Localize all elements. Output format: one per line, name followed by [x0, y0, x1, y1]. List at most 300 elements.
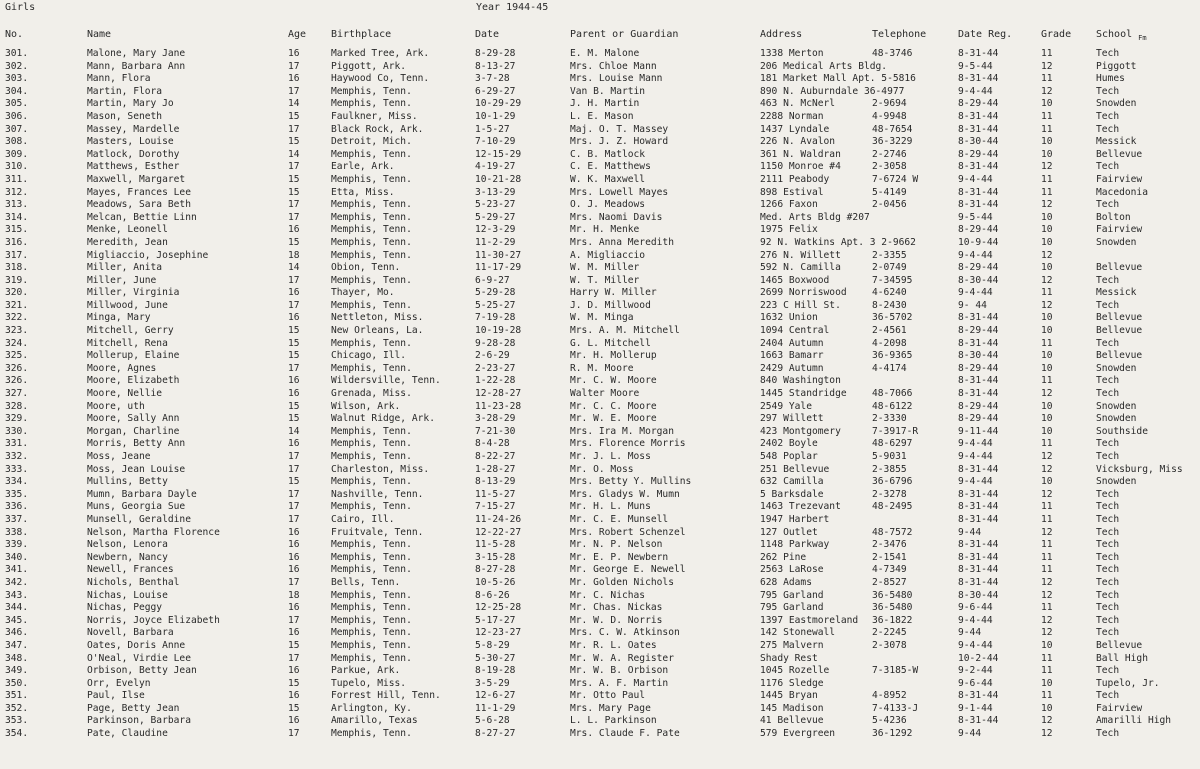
table-row	[0, 199, 1200, 212]
table-row	[0, 715, 1200, 728]
student-telephone: 48-3746	[872, 48, 913, 59]
student-telephone: 2-2245	[872, 627, 907, 639]
student-grade: 11	[1041, 539, 1053, 551]
row-number: 318.	[5, 262, 29, 274]
student-birthplace: Arlington, Ky.	[331, 702, 412, 714]
student-age: 17	[288, 274, 300, 286]
row-number: 354.	[5, 728, 29, 740]
student-telephone: 5-9031	[872, 451, 907, 462]
student-name: Mann, Barbara Ann	[87, 60, 186, 72]
birth-date: 11-30-27	[475, 249, 522, 261]
student-grade: 11	[1041, 501, 1053, 513]
birth-date: 9-28-28	[475, 337, 516, 349]
student-address: 226 N. Avalon	[760, 136, 836, 148]
date-registered: 9-44	[958, 526, 982, 538]
student-grade: 12	[1041, 161, 1053, 173]
header-grade: Grade	[1041, 29, 1072, 40]
birth-date: 10-29-29	[475, 98, 522, 110]
student-birthplace: Memphis, Tenn.	[331, 652, 412, 664]
parent-guardian: Mr. N. P. Nelson	[570, 539, 663, 551]
student-telephone: 2-8527	[872, 576, 907, 588]
birth-date: 8-13-27	[475, 60, 516, 72]
table-row	[0, 312, 1200, 325]
student-birthplace: Memphis, Tenn.	[331, 173, 412, 185]
table-row	[0, 690, 1200, 703]
parent-guardian: Mrs. A. F. Martin	[570, 677, 669, 689]
previous-school: Tech	[1096, 665, 1120, 677]
student-address: 2404 Autumn	[760, 337, 824, 349]
previous-school: Bellevue	[1096, 312, 1143, 324]
parent-guardian: Mrs. Ira M. Morgan	[570, 425, 674, 437]
parent-guardian: E. M. Malone	[570, 48, 640, 59]
student-address: 127 Outlet	[760, 526, 818, 538]
student-birthplace: Wildersville, Tenn.	[331, 375, 441, 387]
row-number: 316.	[5, 236, 29, 248]
parent-guardian: W. T. Miller	[570, 274, 640, 286]
parent-guardian: Mr. C. W. Moore	[570, 375, 657, 387]
table-row	[0, 262, 1200, 275]
student-name: O'Neal, Virdie Lee	[87, 652, 191, 664]
student-birthplace: Memphis, Tenn.	[331, 274, 412, 286]
student-grade: 10	[1041, 362, 1053, 374]
student-address: 795 Garland	[760, 602, 824, 614]
student-grade: 11	[1041, 287, 1053, 299]
student-name: Nelson, Martha Florence	[87, 526, 220, 538]
previous-school: Tech	[1096, 85, 1120, 97]
table-row	[0, 501, 1200, 514]
student-age: 17	[288, 614, 300, 626]
birth-date: 7-15-27	[475, 501, 516, 513]
student-telephone: 2-3058	[872, 161, 907, 173]
table-row	[0, 401, 1200, 414]
date-registered: 8-31-44	[958, 690, 999, 702]
student-telephone: 48-7572	[872, 526, 913, 538]
student-telephone: 4-8952	[872, 690, 907, 702]
parent-guardian: Mr. W. D. Norris	[570, 614, 663, 626]
previous-school: Tech	[1096, 602, 1120, 614]
previous-school: Bellevue	[1096, 325, 1143, 337]
parent-guardian: Mrs. Lowell Mayes	[570, 186, 669, 198]
previous-school: Tech	[1096, 627, 1120, 639]
previous-school: Tech	[1096, 337, 1120, 349]
date-registered: 8-31-44	[958, 501, 999, 513]
student-birthplace: Memphis, Tenn.	[331, 501, 412, 513]
row-number: 331.	[5, 438, 29, 450]
date-registered: 9-4-44	[958, 249, 993, 261]
student-birthplace: Charleston, Miss.	[331, 463, 430, 475]
parent-guardian: Mrs. Betty Y. Mullins	[570, 476, 692, 488]
student-name: Meredith, Jean	[87, 236, 168, 248]
student-telephone: 4-9948	[872, 110, 907, 122]
parent-guardian: Mr. Golden Nichols	[570, 576, 674, 588]
header-name: Name	[87, 29, 112, 40]
birth-date: 8-19-28	[475, 665, 516, 677]
date-registered: 8-30-44	[958, 350, 999, 362]
row-number: 313.	[5, 199, 29, 211]
table-row	[0, 615, 1200, 628]
birth-date: 10-19-28	[475, 325, 522, 337]
student-age: 17	[288, 501, 300, 513]
student-age: 16	[288, 665, 300, 677]
student-address: 1445 Bryan	[760, 690, 818, 702]
student-grade: 12	[1041, 589, 1053, 601]
student-age: 16	[288, 690, 300, 702]
date-registered: 8-31-44	[958, 123, 999, 135]
student-address: 463 N. McNerl	[760, 98, 836, 110]
table-row	[0, 136, 1200, 149]
table-row	[0, 187, 1200, 200]
row-number: 317.	[5, 249, 29, 261]
student-name: Minga, Mary	[87, 312, 151, 324]
date-registered: 8-30-44	[958, 274, 999, 286]
student-telephone: 7-3917-R	[872, 425, 919, 437]
student-age: 17	[288, 488, 300, 500]
student-telephone: 36-5702	[872, 312, 913, 324]
date-registered: 8-29-44	[958, 413, 999, 425]
birth-date: 11-23-28	[475, 400, 522, 412]
previous-school: Snowden	[1096, 236, 1137, 248]
birth-date: 2-23-27	[475, 362, 516, 374]
student-birthplace: Memphis, Tenn.	[331, 627, 412, 639]
student-name: Martin, Flora	[87, 85, 163, 97]
header-no: No.	[5, 29, 24, 40]
row-number: 302.	[5, 60, 29, 72]
student-name: Maxwell, Margaret	[87, 173, 186, 185]
student-birthplace: Memphis, Tenn.	[331, 362, 412, 374]
student-grade: 11	[1041, 375, 1053, 387]
birth-date: 11-5-27	[475, 488, 516, 500]
student-grade: 10	[1041, 425, 1053, 437]
table-row	[0, 325, 1200, 338]
student-name: Nichas, Peggy	[87, 602, 163, 614]
student-grade: 11	[1041, 337, 1053, 349]
student-address: 1045 Rozelle	[760, 665, 830, 677]
student-birthplace: Nettleton, Miss.	[331, 312, 424, 324]
student-address: 890 N. Auburndale 36-4977	[760, 85, 905, 97]
row-number: 336.	[5, 501, 29, 513]
birth-date: 1-28-27	[475, 463, 516, 475]
student-telephone: 36-1292	[872, 728, 913, 740]
student-telephone: 36-5480	[872, 602, 913, 614]
row-number: 327.	[5, 388, 29, 400]
date-registered: 8-29-44	[958, 98, 999, 110]
student-address: 579 Evergreen	[760, 728, 836, 740]
previous-school: Tech	[1096, 375, 1120, 387]
student-age: 15	[288, 186, 300, 198]
student-birthplace: Memphis, Tenn.	[331, 249, 412, 261]
student-name: Pate, Claudine	[87, 728, 168, 740]
student-name: Mollerup, Elaine	[87, 350, 180, 362]
row-number: 330.	[5, 425, 29, 437]
row-number: 351.	[5, 690, 29, 702]
student-address: 251 Bellevue	[760, 463, 830, 475]
student-name: Miller, June	[87, 274, 157, 286]
birth-date: 7-10-29	[475, 136, 516, 148]
student-address: 276 N. Willett	[760, 249, 841, 261]
row-number: 322.	[5, 312, 29, 324]
table-row	[0, 86, 1200, 99]
student-address: 2288 Norman	[760, 110, 824, 122]
student-address: 142 Stonewall	[760, 627, 836, 639]
parent-guardian: Walter Moore	[570, 388, 640, 400]
student-address: 632 Camilla	[760, 476, 824, 488]
student-grade: 11	[1041, 73, 1053, 85]
student-telephone: 4-7349	[872, 564, 907, 576]
student-grade: 10	[1041, 224, 1053, 236]
student-address: 2429 Autumn	[760, 362, 824, 374]
parent-guardian: J. D. Millwood	[570, 299, 651, 311]
previous-school: Tech	[1096, 161, 1120, 173]
student-address: 2402 Boyle	[760, 438, 818, 450]
student-age: 15	[288, 325, 300, 337]
row-number: 315.	[5, 224, 29, 236]
student-grade: 10	[1041, 677, 1053, 689]
table-row	[0, 476, 1200, 489]
date-registered: 10-9-44	[958, 236, 999, 248]
student-age: 15	[288, 350, 300, 362]
student-grade: 11	[1041, 186, 1053, 198]
student-telephone: 4-4174	[872, 362, 907, 374]
date-registered: 10-2-44	[958, 652, 999, 664]
student-age: 17	[288, 299, 300, 311]
student-address: 1947 Harbert	[760, 513, 830, 525]
row-number: 309.	[5, 148, 29, 160]
student-address: 1975 Felix	[760, 224, 818, 236]
student-name: Masters, Louise	[87, 136, 174, 148]
previous-school: Tech	[1096, 526, 1120, 538]
student-grade: 12	[1041, 274, 1053, 286]
parent-guardian: Mrs. Chloe Mann	[570, 60, 657, 72]
student-name: Oates, Doris Anne	[87, 639, 186, 651]
student-grade: 12	[1041, 299, 1053, 311]
previous-school: Tech	[1096, 438, 1120, 450]
page-label: Girls	[5, 2, 36, 13]
row-number: 343.	[5, 589, 29, 601]
previous-school: Tech	[1096, 690, 1120, 702]
parent-guardian: A. Migliaccio	[570, 249, 646, 261]
student-age: 16	[288, 526, 300, 538]
student-birthplace: Memphis, Tenn.	[331, 236, 412, 248]
date-registered: 8-31-44	[958, 73, 999, 85]
row-number: 304.	[5, 85, 29, 97]
table-row	[0, 451, 1200, 464]
student-name: Morgan, Charline	[87, 425, 180, 437]
student-age: 17	[288, 652, 300, 664]
student-address: 297 Willett	[760, 413, 824, 425]
student-age: 16	[288, 551, 300, 563]
student-age: 17	[288, 362, 300, 374]
table-row	[0, 577, 1200, 590]
birth-date: 12-3-29	[475, 224, 516, 236]
student-birthplace: Memphis, Tenn.	[331, 299, 412, 311]
table-row	[0, 149, 1200, 162]
student-telephone: 5-4149	[872, 186, 907, 198]
student-grade: 11	[1041, 110, 1053, 122]
previous-school: Tech	[1096, 388, 1120, 400]
birth-date: 3-13-29	[475, 186, 516, 198]
student-birthplace: Memphis, Tenn.	[331, 551, 412, 563]
student-telephone: 48-6297	[872, 438, 913, 450]
table-row	[0, 375, 1200, 388]
student-name: Nichols, Benthal	[87, 576, 180, 588]
birth-date: 11-5-28	[475, 539, 516, 551]
table-row	[0, 590, 1200, 603]
student-grade: 12	[1041, 488, 1053, 500]
student-address: 361 N. Waldran	[760, 148, 841, 160]
parent-guardian: Mr. W. A. Register	[570, 652, 674, 664]
student-name: Mann, Flora	[87, 73, 151, 85]
date-registered: 9-11-44	[958, 425, 999, 437]
date-registered: 8-29-44	[958, 148, 999, 160]
student-birthplace: Forrest Hill, Tenn.	[331, 690, 441, 702]
student-name: Mumn, Barbara Dayle	[87, 488, 197, 500]
header-telephone: Telephone	[872, 29, 927, 40]
student-birthplace: Tupelo, Miss.	[331, 677, 407, 689]
student-age: 15	[288, 236, 300, 248]
birth-date: 5-29-28	[475, 287, 516, 299]
student-telephone: 2-0749	[872, 262, 907, 274]
student-name: Muns, Georgia Sue	[87, 501, 186, 513]
date-registered: 8-31-44	[958, 388, 999, 400]
student-address: 41 Bellevue	[760, 715, 824, 727]
previous-school: Bellevue	[1096, 350, 1143, 362]
student-grade: 10	[1041, 639, 1053, 651]
row-number: 307.	[5, 123, 29, 135]
birth-date: 8-27-28	[475, 564, 516, 576]
parent-guardian: Mrs. C. W. Atkinson	[570, 627, 680, 639]
previous-school: Amarilli High	[1096, 715, 1172, 727]
row-number: 326.	[5, 362, 29, 374]
student-grade: 12	[1041, 526, 1053, 538]
student-name: Moore, Elizabeth	[87, 375, 180, 387]
row-number: 349.	[5, 665, 29, 677]
student-age: 17	[288, 161, 300, 173]
student-name: Page, Betty Jean	[87, 702, 180, 714]
student-name: Moore, uth	[87, 400, 145, 412]
student-telephone: 48-7654	[872, 123, 913, 135]
student-rows	[0, 48, 1200, 741]
student-age: 16	[288, 375, 300, 387]
student-telephone: 7-6724 W	[872, 173, 919, 185]
student-telephone: 2-3078	[872, 639, 907, 651]
parent-guardian: G. L. Mitchell	[570, 337, 651, 349]
student-name: Massey, Mardelle	[87, 123, 180, 135]
date-registered: 8-30-44	[958, 589, 999, 601]
student-telephone: 2-3278	[872, 488, 907, 500]
student-age: 15	[288, 173, 300, 185]
table-row	[0, 275, 1200, 288]
student-birthplace: Memphis, Tenn.	[331, 98, 412, 110]
student-address: 795 Garland	[760, 589, 824, 601]
student-age: 17	[288, 513, 300, 525]
student-address: 92 N. Watkins Apt. 3 2-9662	[760, 236, 916, 248]
student-age: 15	[288, 677, 300, 689]
previous-school: Tech	[1096, 551, 1120, 563]
student-address: 548 Poplar	[760, 451, 818, 462]
student-grade: 11	[1041, 48, 1053, 59]
date-registered: 8-31-44	[958, 551, 999, 563]
row-number: 340.	[5, 551, 29, 563]
student-birthplace: Haywood Co, Tenn.	[331, 73, 430, 85]
student-name: Miller, Virginia	[87, 287, 180, 299]
page-top-line	[0, 2, 1200, 16]
table-row	[0, 640, 1200, 653]
student-address: 2111 Peabody	[760, 173, 830, 185]
table-row	[0, 527, 1200, 540]
student-name: Moss, Jeane	[87, 451, 151, 462]
date-registered: 9-4-44	[958, 476, 993, 488]
parent-guardian: R. M. Moore	[570, 362, 634, 374]
student-name: Martin, Mary Jo	[87, 98, 174, 110]
student-name: Parkinson, Barbara	[87, 715, 191, 727]
birth-date: 6-9-27	[475, 274, 510, 286]
parent-guardian: Mrs. Louise Mann	[570, 73, 663, 85]
table-row	[0, 212, 1200, 225]
date-registered: 8-31-44	[958, 110, 999, 122]
row-number: 321.	[5, 299, 29, 311]
student-address: 223 C Hill St.	[760, 299, 841, 311]
student-address: 840 Washington	[760, 375, 841, 387]
previous-school: Fairview	[1096, 702, 1143, 714]
parent-guardian: L. E. Mason	[570, 110, 634, 122]
table-row	[0, 48, 1200, 61]
birth-date: 10-21-28	[475, 173, 522, 185]
column-headers	[0, 29, 1200, 43]
header-school-label: School	[1096, 29, 1133, 40]
student-name: Orr, Evelyn	[87, 677, 151, 689]
student-birthplace: New Orleans, La.	[331, 325, 424, 337]
row-number: 332.	[5, 451, 29, 462]
previous-school: Tech	[1096, 199, 1120, 211]
date-registered: 8-29-44	[958, 224, 999, 236]
previous-school: Tech	[1096, 123, 1120, 135]
row-number: 337.	[5, 513, 29, 525]
parent-guardian: Mrs. Robert Schenzel	[570, 526, 686, 538]
table-row	[0, 388, 1200, 401]
student-age: 14	[288, 148, 300, 160]
student-grade: 11	[1041, 665, 1053, 677]
date-registered: 9-44	[958, 627, 982, 639]
student-age: 17	[288, 463, 300, 475]
student-telephone: 48-2495	[872, 501, 913, 513]
student-grade: 12	[1041, 249, 1053, 261]
student-birthplace: Memphis, Tenn.	[331, 589, 412, 601]
student-birthplace: Chicago, Ill.	[331, 350, 407, 362]
student-name: Mason, Seneth	[87, 110, 163, 122]
date-registered: 9-2-44	[958, 665, 993, 677]
student-birthplace: Amarillo, Texas	[331, 715, 418, 727]
previous-school: Fairview	[1096, 173, 1143, 185]
birth-date: 5-23-27	[475, 199, 516, 211]
student-age: 16	[288, 564, 300, 576]
student-grade: 10	[1041, 476, 1053, 488]
parent-guardian: O. J. Meadows	[570, 199, 646, 211]
parent-guardian: Mr. J. L. Moss	[570, 451, 651, 462]
student-grade: 12	[1041, 728, 1053, 740]
student-age: 15	[288, 337, 300, 349]
student-address: 1397 Eastmoreland	[760, 614, 859, 626]
student-birthplace: Thayer, Mo.	[331, 287, 395, 299]
table-row	[0, 124, 1200, 137]
date-registered: 8-31-44	[958, 161, 999, 173]
previous-school: Ball High	[1096, 652, 1148, 664]
student-telephone: 2-9694	[872, 98, 907, 110]
parent-guardian: Harry W. Miller	[570, 287, 657, 299]
previous-school: Tech	[1096, 110, 1120, 122]
date-registered: 8-31-44	[958, 539, 999, 551]
student-name: Newell, Frances	[87, 564, 174, 576]
table-row	[0, 665, 1200, 678]
